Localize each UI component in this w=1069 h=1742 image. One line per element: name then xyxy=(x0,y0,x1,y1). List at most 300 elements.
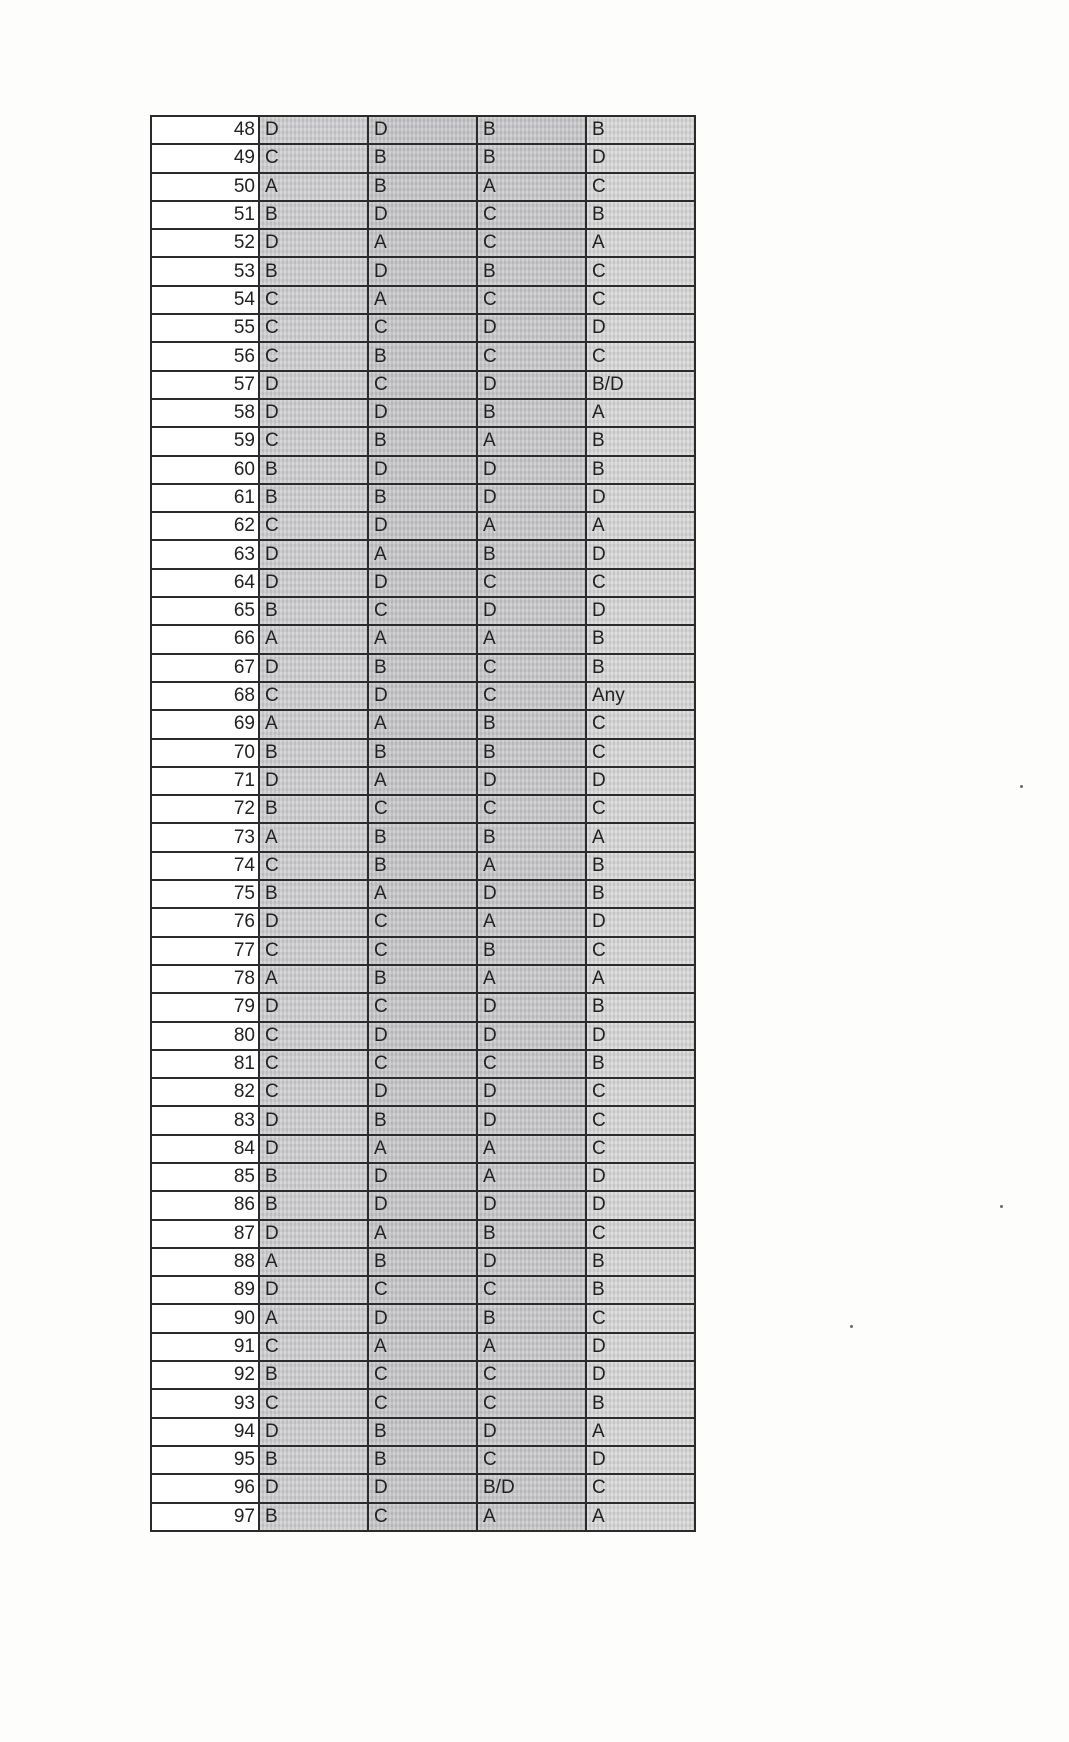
answer-cell-set-1: B xyxy=(259,1163,368,1191)
answer-cell-set-2: C xyxy=(368,937,477,965)
answer-cell-set-2: C xyxy=(368,1389,477,1417)
answer-cell-set-4: D xyxy=(586,597,695,625)
scan-speck xyxy=(1020,785,1023,788)
answer-cell-set-2: A xyxy=(368,229,477,257)
answer-row-65 xyxy=(151,597,695,625)
answer-row-94 xyxy=(151,1418,695,1446)
question-number: 49 xyxy=(151,144,259,172)
answer-cell-set-3: D xyxy=(477,314,586,342)
question-number: 81 xyxy=(151,1050,259,1078)
answer-cell-set-1: C xyxy=(259,682,368,710)
answer-row-67 xyxy=(151,654,695,682)
answer-cell-set-2: A xyxy=(368,625,477,653)
answer-cell-set-4: D xyxy=(586,1163,695,1191)
question-number: 78 xyxy=(151,965,259,993)
answer-row-85 xyxy=(151,1163,695,1191)
answer-row-81 xyxy=(151,1050,695,1078)
question-number: 68 xyxy=(151,682,259,710)
answer-cell-set-1: D xyxy=(259,569,368,597)
answer-row-80 xyxy=(151,1022,695,1050)
answer-cell-set-3: A xyxy=(477,852,586,880)
answer-row-63 xyxy=(151,540,695,568)
answer-cell-set-4: D xyxy=(586,1022,695,1050)
question-number: 86 xyxy=(151,1191,259,1219)
answer-cell-set-2: D xyxy=(368,1304,477,1332)
answer-row-57 xyxy=(151,371,695,399)
question-number: 65 xyxy=(151,597,259,625)
answer-row-59 xyxy=(151,427,695,455)
answer-cell-set-1: B xyxy=(259,484,368,512)
answer-cell-set-4: B xyxy=(586,116,695,144)
answer-row-75 xyxy=(151,880,695,908)
answer-cell-set-3: D xyxy=(477,1106,586,1134)
answer-cell-set-2: D xyxy=(368,1163,477,1191)
answer-cell-set-4: D xyxy=(586,484,695,512)
answer-cell-set-3: C xyxy=(477,1276,586,1304)
answer-cell-set-2: C xyxy=(368,1503,477,1531)
answer-cell-set-4: A xyxy=(586,1418,695,1446)
answer-cell-set-2: A xyxy=(368,540,477,568)
answer-row-96 xyxy=(151,1474,695,1502)
answer-cell-set-1: C xyxy=(259,427,368,455)
answer-cell-set-4: D xyxy=(586,540,695,568)
answer-cell-set-1: A xyxy=(259,823,368,851)
answer-cell-set-1: C xyxy=(259,1078,368,1106)
question-number: 61 xyxy=(151,484,259,512)
answer-cell-set-2: B xyxy=(368,823,477,851)
answer-cell-set-2: D xyxy=(368,116,477,144)
answer-cell-set-2: D xyxy=(368,1191,477,1219)
answer-cell-set-3: B xyxy=(477,144,586,172)
answer-cell-set-4: C xyxy=(586,1220,695,1248)
answer-cell-set-4: D xyxy=(586,1446,695,1474)
answer-cell-set-2: B xyxy=(368,739,477,767)
question-number: 50 xyxy=(151,173,259,201)
answer-row-78 xyxy=(151,965,695,993)
answer-row-52 xyxy=(151,229,695,257)
answer-cell-set-2: C xyxy=(368,908,477,936)
answer-row-84 xyxy=(151,1135,695,1163)
answer-cell-set-2: B xyxy=(368,965,477,993)
answer-cell-set-3: B xyxy=(477,257,586,285)
answer-row-56 xyxy=(151,342,695,370)
answer-cell-set-3: C xyxy=(477,1446,586,1474)
question-number: 93 xyxy=(151,1389,259,1417)
question-number: 83 xyxy=(151,1106,259,1134)
answer-cell-set-4: A xyxy=(586,1503,695,1531)
question-number: 96 xyxy=(151,1474,259,1502)
answer-cell-set-1: C xyxy=(259,286,368,314)
answer-cell-set-3: A xyxy=(477,625,586,653)
answer-cell-set-1: A xyxy=(259,173,368,201)
answer-cell-set-1: A xyxy=(259,1248,368,1276)
answer-cell-set-4: C xyxy=(586,173,695,201)
answer-cell-set-3: C xyxy=(477,229,586,257)
answer-cell-set-1: D xyxy=(259,1135,368,1163)
answer-cell-set-4: C xyxy=(586,937,695,965)
answer-cell-set-1: D xyxy=(259,540,368,568)
question-number: 69 xyxy=(151,710,259,738)
answer-cell-set-4: D xyxy=(586,1191,695,1219)
answer-cell-set-1: B xyxy=(259,1361,368,1389)
answer-cell-set-4: C xyxy=(586,795,695,823)
answer-row-87 xyxy=(151,1220,695,1248)
answer-cell-set-4: D xyxy=(586,767,695,795)
answer-cell-set-4: C xyxy=(586,1106,695,1134)
answer-cell-set-3: D xyxy=(477,993,586,1021)
answer-cell-set-4: B xyxy=(586,201,695,229)
answer-cell-set-2: B xyxy=(368,144,477,172)
answer-row-88 xyxy=(151,1248,695,1276)
answer-row-82 xyxy=(151,1078,695,1106)
answer-row-72 xyxy=(151,795,695,823)
answer-cell-set-1: B xyxy=(259,1503,368,1531)
answer-cell-set-1: C xyxy=(259,1389,368,1417)
answer-row-91 xyxy=(151,1333,695,1361)
answer-row-90 xyxy=(151,1304,695,1332)
answer-cell-set-2: D xyxy=(368,399,477,427)
answer-cell-set-1: C xyxy=(259,342,368,370)
answer-row-97 xyxy=(151,1503,695,1531)
question-number: 72 xyxy=(151,795,259,823)
question-number: 77 xyxy=(151,937,259,965)
answer-row-60 xyxy=(151,456,695,484)
answer-cell-set-3: C xyxy=(477,682,586,710)
scan-speck xyxy=(1000,1205,1003,1208)
answer-cell-set-1: B xyxy=(259,739,368,767)
question-number: 76 xyxy=(151,908,259,936)
answer-cell-set-2: B xyxy=(368,173,477,201)
question-number: 60 xyxy=(151,456,259,484)
answer-row-64 xyxy=(151,569,695,597)
question-number: 89 xyxy=(151,1276,259,1304)
question-number: 57 xyxy=(151,371,259,399)
answer-cell-set-3: A xyxy=(477,512,586,540)
answer-cell-set-2: C xyxy=(368,371,477,399)
answer-cell-set-4: A xyxy=(586,399,695,427)
answer-cell-set-4: B xyxy=(586,1050,695,1078)
answer-cell-set-3: A xyxy=(477,908,586,936)
question-number: 74 xyxy=(151,852,259,880)
answer-cell-set-4: A xyxy=(586,229,695,257)
answer-cell-set-3: A xyxy=(477,1135,586,1163)
answer-cell-set-3: D xyxy=(477,880,586,908)
answer-cell-set-3: D xyxy=(477,597,586,625)
answer-cell-set-2: A xyxy=(368,880,477,908)
answer-cell-set-1: D xyxy=(259,371,368,399)
answer-cell-set-4: A xyxy=(586,823,695,851)
answer-row-76 xyxy=(151,908,695,936)
answer-cell-set-4: C xyxy=(586,1474,695,1502)
answer-cell-set-1: C xyxy=(259,144,368,172)
answer-cell-set-1: C xyxy=(259,1022,368,1050)
answer-cell-set-1: B xyxy=(259,880,368,908)
answer-cell-set-4: C xyxy=(586,286,695,314)
answer-cell-set-3: B xyxy=(477,540,586,568)
answer-row-70 xyxy=(151,739,695,767)
answer-cell-set-4: B xyxy=(586,852,695,880)
question-number: 87 xyxy=(151,1220,259,1248)
answer-cell-set-4: C xyxy=(586,1135,695,1163)
answer-cell-set-1: D xyxy=(259,229,368,257)
question-number: 67 xyxy=(151,654,259,682)
answer-cell-set-2: C xyxy=(368,795,477,823)
answer-row-95 xyxy=(151,1446,695,1474)
answer-cell-set-3: A xyxy=(477,173,586,201)
question-number: 73 xyxy=(151,823,259,851)
answer-cell-set-3: A xyxy=(477,1333,586,1361)
answer-row-49 xyxy=(151,144,695,172)
answer-key-table xyxy=(150,115,696,1532)
answer-cell-set-4: C xyxy=(586,342,695,370)
answer-cell-set-3: A xyxy=(477,1163,586,1191)
answer-cell-set-4: D xyxy=(586,1361,695,1389)
answer-cell-set-4: B/D xyxy=(586,371,695,399)
question-number: 75 xyxy=(151,880,259,908)
answer-cell-set-3: B xyxy=(477,1304,586,1332)
answer-row-68 xyxy=(151,682,695,710)
answer-cell-set-1: C xyxy=(259,314,368,342)
answer-cell-set-3: D xyxy=(477,1418,586,1446)
answer-cell-set-4: C xyxy=(586,710,695,738)
answer-cell-set-2: D xyxy=(368,456,477,484)
answer-cell-set-3: A xyxy=(477,965,586,993)
question-number: 94 xyxy=(151,1418,259,1446)
answer-cell-set-3: D xyxy=(477,456,586,484)
answer-cell-set-3: D xyxy=(477,1191,586,1219)
answer-row-66 xyxy=(151,625,695,653)
answer-cell-set-1: D xyxy=(259,399,368,427)
answer-cell-set-1: D xyxy=(259,1418,368,1446)
answer-cell-set-1: C xyxy=(259,1333,368,1361)
answer-cell-set-2: B xyxy=(368,1106,477,1134)
answer-cell-set-3: B xyxy=(477,399,586,427)
answer-cell-set-2: A xyxy=(368,710,477,738)
question-number: 64 xyxy=(151,569,259,597)
answer-cell-set-1: A xyxy=(259,625,368,653)
answer-row-92 xyxy=(151,1361,695,1389)
answer-row-61 xyxy=(151,484,695,512)
answer-cell-set-2: C xyxy=(368,1276,477,1304)
question-number: 82 xyxy=(151,1078,259,1106)
answer-cell-set-2: D xyxy=(368,682,477,710)
answer-cell-set-2: D xyxy=(368,1078,477,1106)
question-number: 56 xyxy=(151,342,259,370)
answer-cell-set-1: D xyxy=(259,767,368,795)
answer-cell-set-4: B xyxy=(586,993,695,1021)
answer-cell-set-2: A xyxy=(368,286,477,314)
answer-row-48 xyxy=(151,116,695,144)
answer-row-58 xyxy=(151,399,695,427)
answer-cell-set-4: A xyxy=(586,965,695,993)
answer-cell-set-4: C xyxy=(586,569,695,597)
question-number: 48 xyxy=(151,116,259,144)
answer-cell-set-2: A xyxy=(368,1135,477,1163)
answer-row-79 xyxy=(151,993,695,1021)
answer-cell-set-2: B xyxy=(368,427,477,455)
answer-cell-set-1: C xyxy=(259,512,368,540)
answer-cell-set-2: B xyxy=(368,342,477,370)
question-number: 51 xyxy=(151,201,259,229)
answer-cell-set-2: B xyxy=(368,484,477,512)
question-number: 71 xyxy=(151,767,259,795)
answer-cell-set-2: C xyxy=(368,993,477,1021)
answer-cell-set-2: C xyxy=(368,1050,477,1078)
question-number: 63 xyxy=(151,540,259,568)
answer-row-86 xyxy=(151,1191,695,1219)
answer-cell-set-1: C xyxy=(259,852,368,880)
answer-cell-set-4: D xyxy=(586,1333,695,1361)
answer-cell-set-2: D xyxy=(368,512,477,540)
answer-cell-set-1: D xyxy=(259,1220,368,1248)
answer-cell-set-3: C xyxy=(477,654,586,682)
answer-cell-set-1: A xyxy=(259,965,368,993)
question-number: 90 xyxy=(151,1304,259,1332)
answer-cell-set-1: B xyxy=(259,257,368,285)
answer-cell-set-3: B xyxy=(477,823,586,851)
answer-row-69 xyxy=(151,710,695,738)
answer-row-89 xyxy=(151,1276,695,1304)
answer-cell-set-4: B xyxy=(586,1248,695,1276)
answer-cell-set-3: D xyxy=(477,484,586,512)
question-number: 59 xyxy=(151,427,259,455)
question-number: 55 xyxy=(151,314,259,342)
question-number: 84 xyxy=(151,1135,259,1163)
answer-key-rows xyxy=(151,116,695,1531)
answer-cell-set-1: A xyxy=(259,710,368,738)
answer-cell-set-4: D xyxy=(586,908,695,936)
answer-cell-set-2: B xyxy=(368,1446,477,1474)
answer-cell-set-1: A xyxy=(259,1304,368,1332)
question-number: 66 xyxy=(151,625,259,653)
question-number: 85 xyxy=(151,1163,259,1191)
question-number: 70 xyxy=(151,739,259,767)
answer-cell-set-3: D xyxy=(477,1248,586,1276)
answer-cell-set-1: D xyxy=(259,993,368,1021)
answer-row-71 xyxy=(151,767,695,795)
question-number: 79 xyxy=(151,993,259,1021)
answer-cell-set-2: A xyxy=(368,767,477,795)
answer-cell-set-2: B xyxy=(368,654,477,682)
answer-cell-set-3: D xyxy=(477,1078,586,1106)
answer-row-53 xyxy=(151,257,695,285)
question-number: 53 xyxy=(151,257,259,285)
answer-cell-set-4: B xyxy=(586,427,695,455)
answer-cell-set-1: B xyxy=(259,795,368,823)
answer-cell-set-3: D xyxy=(477,767,586,795)
answer-cell-set-2: D xyxy=(368,1022,477,1050)
answer-row-54 xyxy=(151,286,695,314)
answer-cell-set-2: B xyxy=(368,852,477,880)
question-number: 58 xyxy=(151,399,259,427)
answer-cell-set-1: D xyxy=(259,654,368,682)
answer-cell-set-1: B xyxy=(259,597,368,625)
answer-cell-set-3: D xyxy=(477,1022,586,1050)
answer-cell-set-4: A xyxy=(586,512,695,540)
answer-cell-set-3: C xyxy=(477,342,586,370)
answer-cell-set-3: A xyxy=(477,427,586,455)
answer-cell-set-1: B xyxy=(259,456,368,484)
answer-cell-set-2: C xyxy=(368,1361,477,1389)
answer-cell-set-1: D xyxy=(259,1106,368,1134)
answer-cell-set-1: B xyxy=(259,201,368,229)
answer-cell-set-2: D xyxy=(368,201,477,229)
question-number: 91 xyxy=(151,1333,259,1361)
answer-cell-set-3: B xyxy=(477,1220,586,1248)
answer-cell-set-4: C xyxy=(586,739,695,767)
answer-cell-set-1: C xyxy=(259,1050,368,1078)
answer-cell-set-3: B/D xyxy=(477,1474,586,1502)
answer-cell-set-2: D xyxy=(368,1474,477,1502)
answer-cell-set-3: A xyxy=(477,1503,586,1531)
answer-cell-set-4: C xyxy=(586,1078,695,1106)
scan-speck xyxy=(850,1325,853,1328)
answer-cell-set-4: B xyxy=(586,1389,695,1417)
answer-row-55 xyxy=(151,314,695,342)
answer-cell-set-4: D xyxy=(586,314,695,342)
answer-cell-set-2: D xyxy=(368,257,477,285)
answer-row-83 xyxy=(151,1106,695,1134)
answer-cell-set-4: B xyxy=(586,625,695,653)
answer-cell-set-2: C xyxy=(368,597,477,625)
answer-row-50 xyxy=(151,173,695,201)
answer-cell-set-3: C xyxy=(477,201,586,229)
answer-row-77 xyxy=(151,937,695,965)
answer-cell-set-3: D xyxy=(477,371,586,399)
answer-cell-set-3: B xyxy=(477,116,586,144)
answer-cell-set-3: C xyxy=(477,569,586,597)
answer-cell-set-4: C xyxy=(586,257,695,285)
question-number: 92 xyxy=(151,1361,259,1389)
answer-cell-set-3: C xyxy=(477,1389,586,1417)
answer-cell-set-2: B xyxy=(368,1248,477,1276)
answer-cell-set-3: C xyxy=(477,286,586,314)
answer-cell-set-1: B xyxy=(259,1446,368,1474)
answer-cell-set-3: C xyxy=(477,1361,586,1389)
question-number: 62 xyxy=(151,512,259,540)
question-number: 95 xyxy=(151,1446,259,1474)
answer-cell-set-4: Any xyxy=(586,682,695,710)
answer-cell-set-4: C xyxy=(586,1304,695,1332)
answer-cell-set-2: B xyxy=(368,1418,477,1446)
answer-cell-set-3: B xyxy=(477,937,586,965)
answer-cell-set-1: D xyxy=(259,1276,368,1304)
answer-row-73 xyxy=(151,823,695,851)
answer-cell-set-4: B xyxy=(586,880,695,908)
question-number: 88 xyxy=(151,1248,259,1276)
answer-cell-set-4: B xyxy=(586,456,695,484)
answer-cell-set-1: C xyxy=(259,937,368,965)
answer-row-93 xyxy=(151,1389,695,1417)
answer-cell-set-3: C xyxy=(477,795,586,823)
answer-cell-set-3: B xyxy=(477,710,586,738)
answer-cell-set-3: B xyxy=(477,739,586,767)
answer-cell-set-4: B xyxy=(586,654,695,682)
answer-cell-set-4: D xyxy=(586,144,695,172)
answer-cell-set-2: D xyxy=(368,569,477,597)
answer-cell-set-4: B xyxy=(586,1276,695,1304)
question-number: 54 xyxy=(151,286,259,314)
answer-cell-set-1: D xyxy=(259,908,368,936)
question-number: 52 xyxy=(151,229,259,257)
answer-cell-set-2: A xyxy=(368,1333,477,1361)
answer-cell-set-3: C xyxy=(477,1050,586,1078)
question-number: 97 xyxy=(151,1503,259,1531)
question-number: 80 xyxy=(151,1022,259,1050)
answer-cell-set-2: C xyxy=(368,314,477,342)
answer-row-74 xyxy=(151,852,695,880)
answer-cell-set-1: D xyxy=(259,1474,368,1502)
